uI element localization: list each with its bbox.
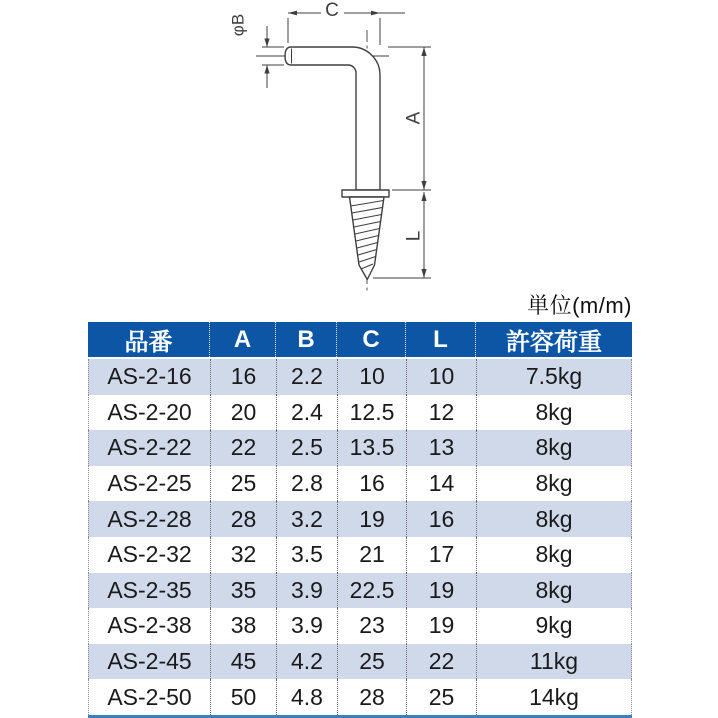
table-cell: 11kg [476,644,631,680]
table-cell: 19 [337,501,406,537]
table-cell: 16 [406,501,476,537]
table-body [88,359,632,715]
table-row [88,573,632,609]
table-cell: 3.2 [276,501,337,537]
arrowhead [264,65,269,74]
table-cell: 12 [406,395,476,431]
table-cell: 17 [406,537,476,573]
table-cell: 13.5 [337,430,406,466]
arrowhead [421,181,426,190]
table-cell: AS-2-35 [107,576,192,603]
table-cell: 8kg [476,395,631,431]
table-cell: AS-2-50 [107,683,192,710]
table-cell: 32 [210,537,276,573]
hook-outline [285,47,389,280]
table-row [88,608,632,644]
table-cell: 13 [406,430,476,466]
table-cell: 35 [210,573,276,609]
table-cell: 7.5kg [476,359,631,395]
table-cell: AS-2-25 [107,470,192,497]
table-cell: AS-2-28 [107,505,192,532]
table-row [88,359,632,395]
dim-label-l: L [403,230,425,242]
table-cell: 8kg [476,430,631,466]
table-row [88,466,632,502]
table-cell: AS-2-38 [107,612,192,639]
product-diagram [0,0,718,300]
table-cell: 28 [337,679,406,715]
table-cell: 22.5 [337,573,406,609]
spec-table [88,322,632,718]
table-cell: 3.9 [276,608,337,644]
table-cell: 23 [337,608,406,644]
table-cell: 8kg [476,501,631,537]
table-cell: 2.8 [276,466,337,502]
table-cell: 14 [406,466,476,502]
table-cell: 21 [337,537,406,573]
table-cell: 8kg [476,537,631,573]
header-row [88,322,632,359]
table-cell: 28 [210,501,276,537]
table-cell: 10 [337,359,406,395]
column-header: C [336,322,405,357]
table-cell: 20 [210,395,276,431]
arrowhead [288,11,297,16]
table-cell: 8kg [476,466,631,502]
column-header: L [405,322,475,357]
table-cell: 2.5 [276,430,337,466]
table-cell: 25 [406,679,476,715]
column-header: 品番 [124,329,173,356]
arrowhead [421,269,426,278]
table-cell: 22 [406,644,476,680]
dimension-phi-b [262,26,284,88]
table-cell: 19 [406,608,476,644]
table-cell: 50 [210,679,276,715]
table-cell: AS-2-16 [107,363,192,390]
table-cell: 10 [406,359,476,395]
table-row [88,644,632,680]
table-row [88,395,632,431]
dimension-c [288,13,405,45]
table-cell: 25 [210,466,276,502]
table-cell: 9kg [476,608,631,644]
table-cell: 8kg [476,573,631,609]
table-cell: 3.9 [276,573,337,609]
column-header: A [209,322,275,357]
table-row [88,537,632,573]
table-cell: 2.4 [276,395,337,431]
column-header: 許容荷重 [475,322,632,357]
table-cell: AS-2-20 [107,398,192,425]
table-cell: 19 [406,573,476,609]
table-cell: 22 [210,430,276,466]
hook-diagram-svg [0,0,718,300]
table-cell: 16 [210,359,276,395]
unit-label: 単位(m/m) [527,293,632,318]
table-cell: AS-2-45 [107,648,192,675]
dim-label-c: C [325,0,339,21]
table-cell: 38 [210,608,276,644]
table-row [88,501,632,537]
table-cell: AS-2-22 [107,434,192,461]
table-cell: 16 [337,466,406,502]
table-cell: 45 [210,644,276,680]
arrowhead [371,11,380,16]
table-row [88,430,632,466]
arrowhead [264,39,269,48]
table-row [88,679,632,715]
table-cell: 3.5 [276,537,337,573]
table-cell: 4.2 [276,644,337,680]
arrowhead [421,192,426,201]
table-cell: 12.5 [337,395,406,431]
table-cell: 25 [337,644,406,680]
column-header: B [275,322,336,357]
table-cell: 2.2 [276,359,337,395]
table-cell: AS-2-32 [107,541,192,568]
table-cell: 14kg [476,679,631,715]
table-cell: 4.8 [276,679,337,715]
dim-label-a: A [403,111,425,125]
arrowhead [421,47,426,56]
dim-label-phi-b: φB [228,13,248,37]
